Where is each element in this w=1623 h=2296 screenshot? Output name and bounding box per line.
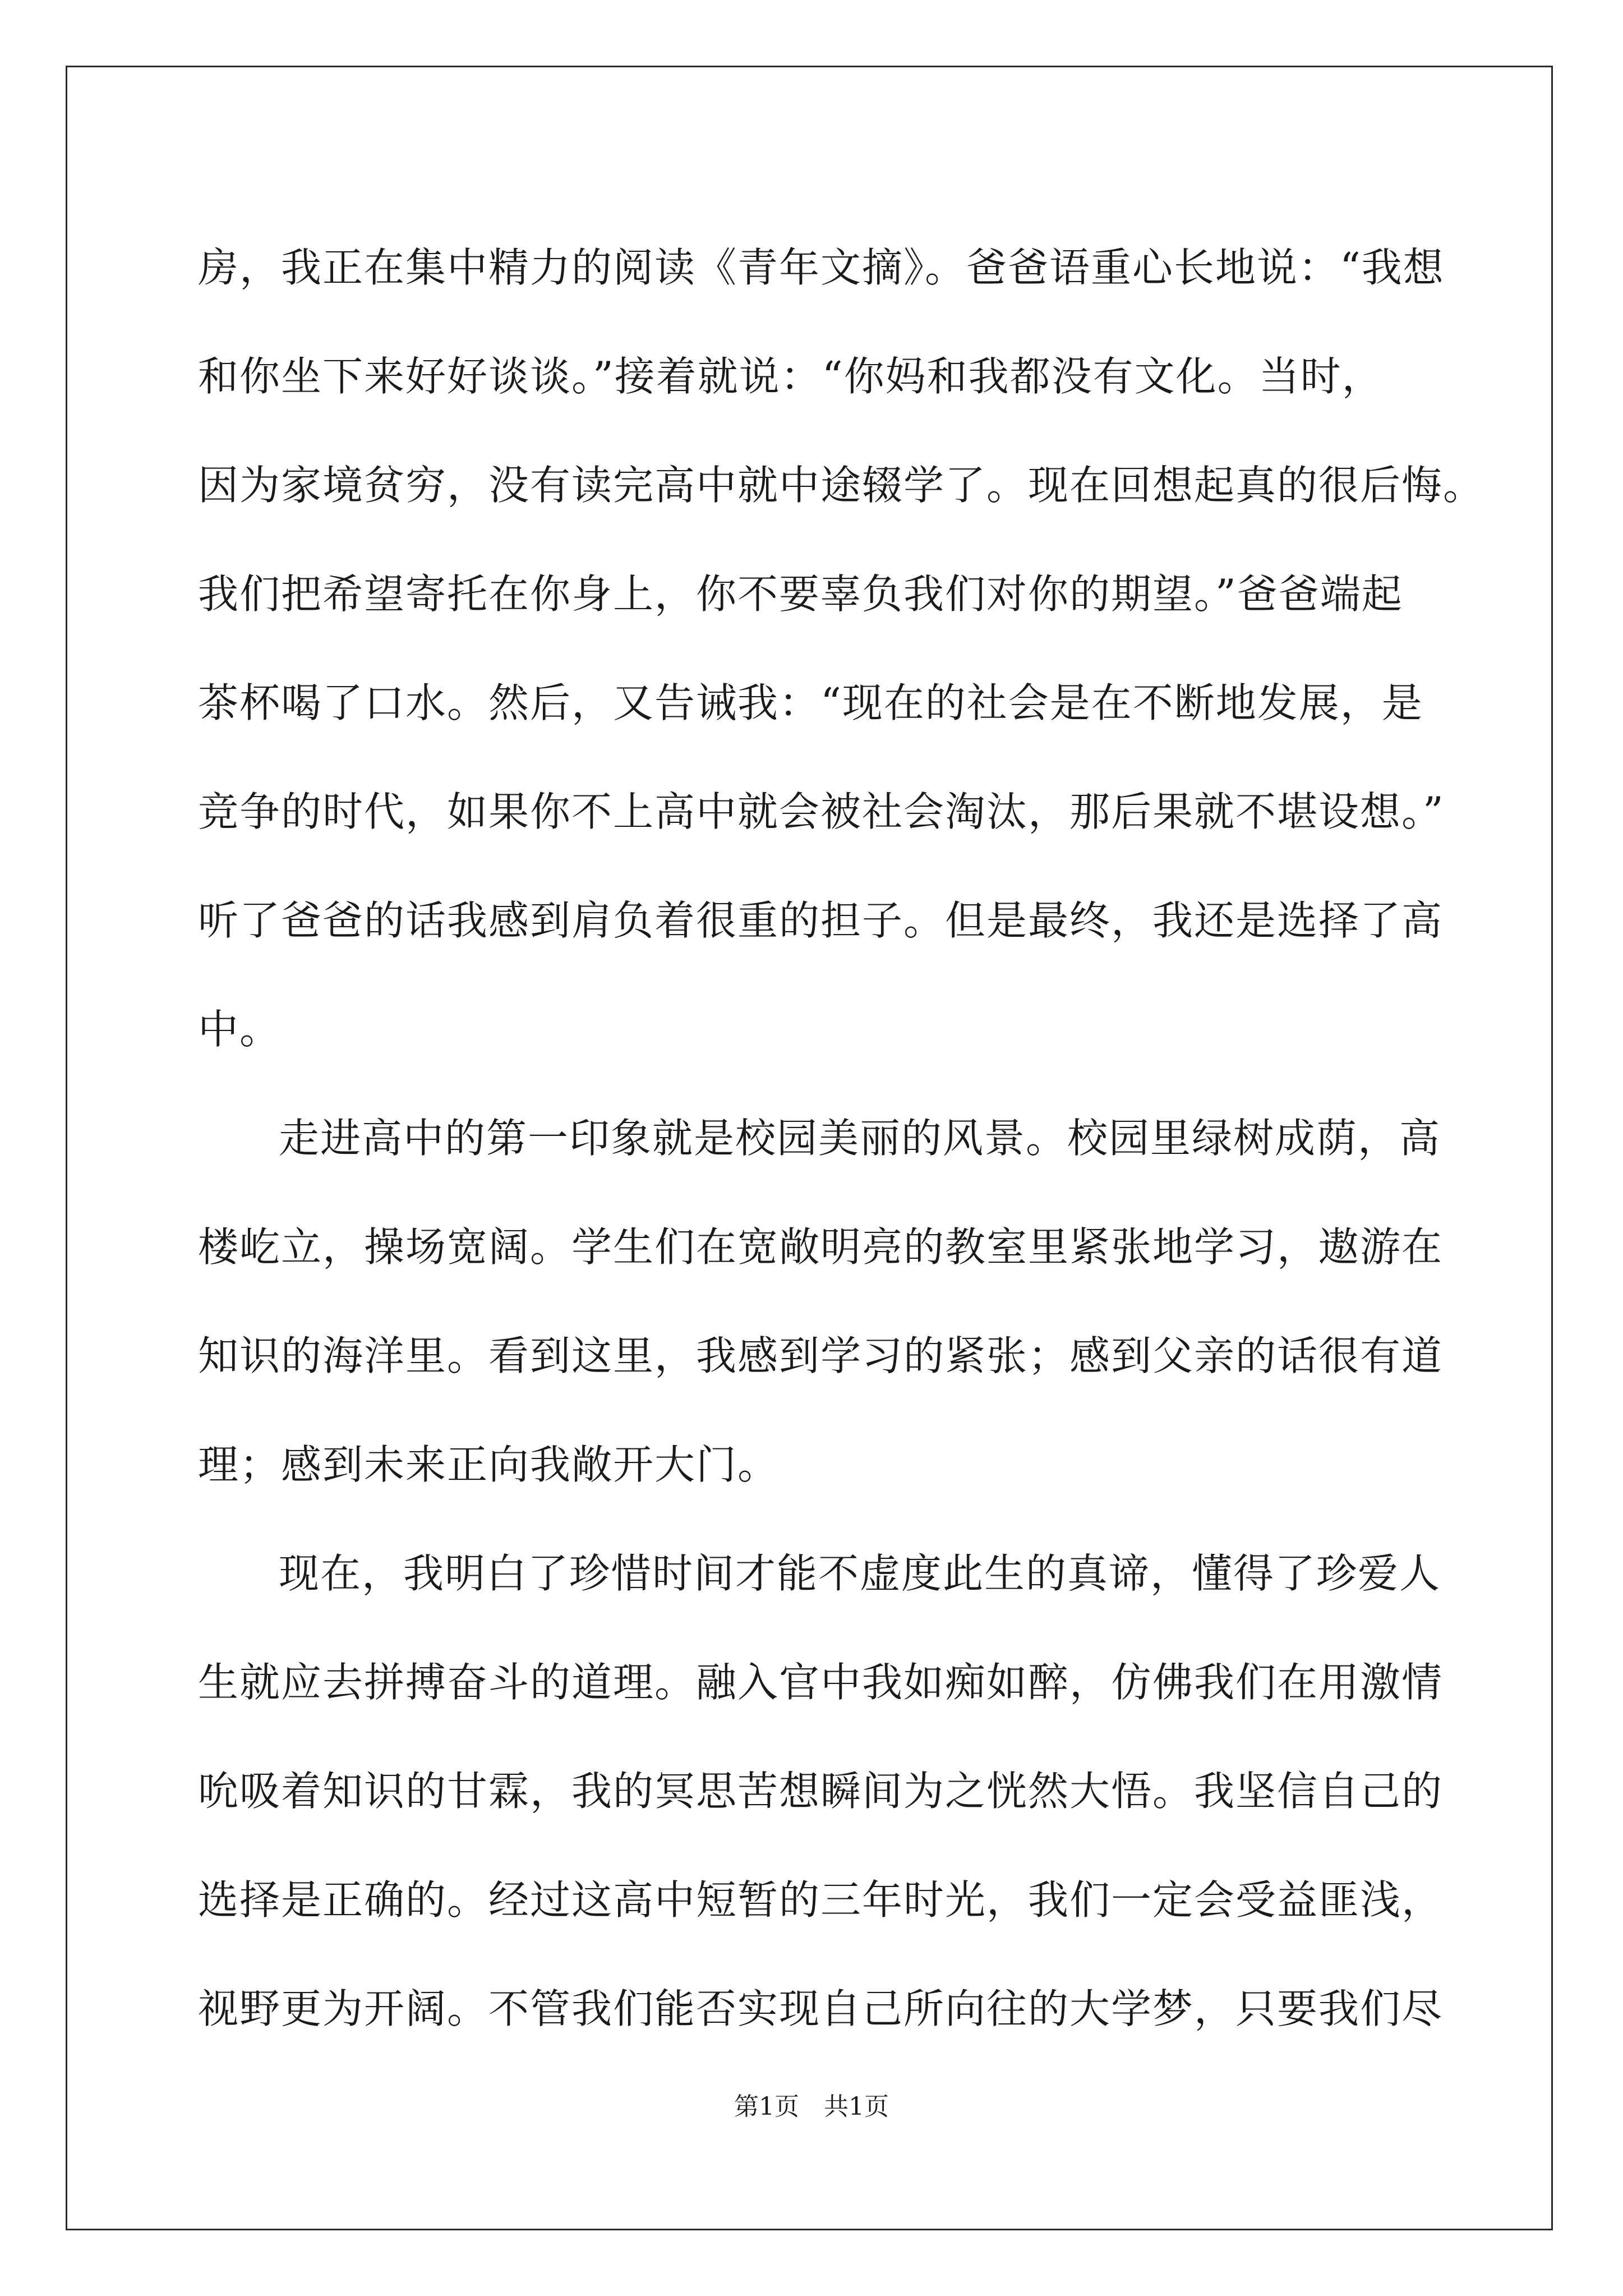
text-line: 知识的海洋里。看到这里，我感到学习的紧张；感到父亲的话很有道 <box>198 1332 1444 1379</box>
text-line: 吮吸着知识的甘霖，我的冥思苦想瞬间为之恍然大悟。我坚信自己的 <box>198 1768 1444 1815</box>
text-line: 茶杯喝了口水。然后，又告诫我：“现在的社会是在不断地发展，是 <box>198 679 1423 726</box>
text-line: 竞争的时代，如果你不上高中就会被社会淘汰，那后果就不堪设想。” <box>198 788 1445 835</box>
text-line: 理；感到未来正向我敞开大门。 <box>198 1441 780 1488</box>
paragraph-first-line: 现在，我明白了珍惜时间才能不虚度此生的真谛，懂得了珍爱人 <box>279 1550 1441 1597</box>
text-line: 生就应去拼搏奋斗的道理。融入官中我如痴如醉，仿佛我们在用激情 <box>198 1659 1444 1706</box>
text-line: 因为家境贫穷，没有读完高中就中途辍学了。现在回想起真的很后悔。 <box>198 462 1485 509</box>
text-line: 和你坐下来好好谈谈。”接着就说：“你妈和我都没有文化。当时， <box>198 353 1384 400</box>
page-number: 第1页 <box>734 2092 799 2121</box>
text-line: 听了爸爸的话我感到肩负着很重的担子。但是最终，我还是选择了高 <box>198 897 1444 944</box>
document-body <box>198 213 1485 2063</box>
page-total: 共1页 <box>824 2092 889 2121</box>
text-line: 房，我正在集中精力的阅读《青年文摘》。爸爸语重心长地说：“我想 <box>198 244 1445 291</box>
text-line: 视野更为开阔。不管我们能否实现自己所向往的大学梦，只要我们尽 <box>198 1985 1444 2032</box>
text-line: 楼屹立，操场宽阔。学生们在宽敞明亮的教室里紧张地学习，遨游在 <box>198 1223 1444 1271</box>
text-line: 选择是正确的。经过这高中短暂的三年时光，我们一定会受益匪浅， <box>198 1876 1444 1924</box>
text-line: 中。 <box>198 1006 282 1053</box>
page-footer <box>0 2090 1623 2124</box>
text-line: 我们把希望寄托在你身上，你不要辜负我们对你的期望。”爸爸端起 <box>198 570 1403 618</box>
paragraph-first-line: 走进高中的第一印象就是校园美丽的风景。校园里绿树成荫，高 <box>279 1115 1441 1162</box>
